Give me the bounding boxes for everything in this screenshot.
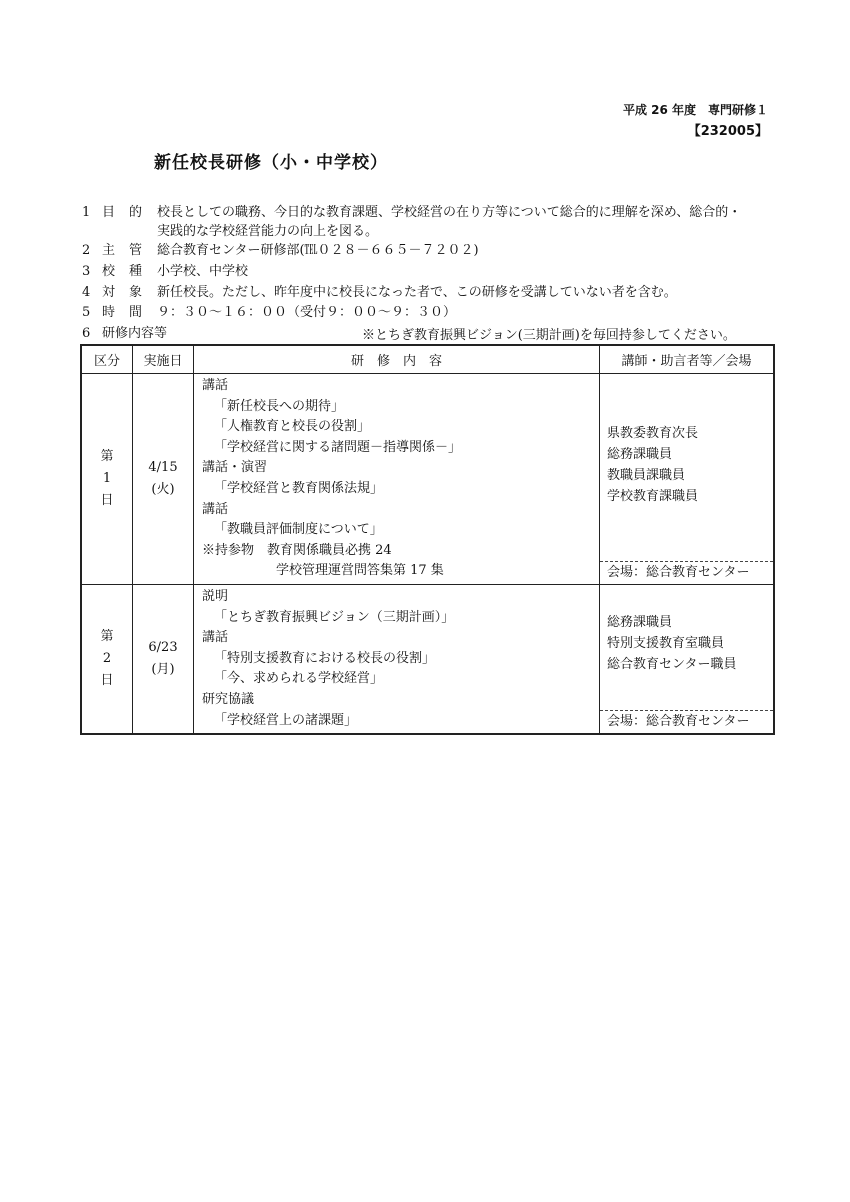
day-label: 第 1 日 [81, 374, 133, 585]
header-kubun: 区分 [81, 345, 133, 374]
content-line: 「とちぎ教育振興ビジョン（三期計画）」 [214, 609, 455, 625]
bring-notice: ※とちぎ教育振興ビジョン(三期計画)を毎回持参してください。 [362, 328, 736, 343]
content-line: 学校管理運営問答集第 17 集 [276, 563, 444, 579]
venue-label: 会場：総合教育センター [600, 561, 773, 584]
item-value: 小学校、中学校 [157, 264, 249, 279]
table-row-day1 [81, 374, 774, 585]
content-line: 研究協議 [202, 691, 255, 707]
lecturer-cell [600, 374, 775, 585]
item-label: 対 象 [102, 285, 142, 300]
item-number: 2 [82, 243, 91, 258]
content-line: 講話 [202, 378, 229, 393]
header-lecturer: 講師・助言者等／会場 [600, 345, 775, 374]
item-number: 4 [82, 285, 91, 300]
table-header-row [81, 345, 774, 374]
item-label: 校 種 [102, 264, 142, 279]
day-label: 第 2 日 [81, 584, 133, 734]
content-line: 「特別支援教育における校長の役割」 [214, 650, 436, 666]
lecturer-item: 特別支援教育室職員 [607, 635, 725, 651]
course-code: 【232005】 [687, 124, 768, 139]
item-number: 5 [82, 305, 91, 320]
header-date: 実施日 [133, 345, 194, 374]
year-course-label: 平成 26 年度 専門研修１ [622, 103, 768, 117]
lecturer-item: 総務課職員 [607, 447, 673, 462]
item-value: ９：３０～１６：００（受付９：００～９：３０） [157, 305, 457, 320]
content-line: 講話 [202, 630, 229, 646]
header-content: 研 修 内 容 [194, 345, 600, 374]
venue-label: 会場：総合教育センター [600, 710, 773, 733]
content-line: 「学校経営に関する諸問題－指導関係－」 [214, 439, 462, 455]
item-value: 実践的な学校経営能力の向上を図る。 [157, 224, 379, 239]
lecturer-cell [600, 584, 775, 734]
item-label: 主 管 [102, 243, 142, 258]
lecturer-item: 総合教育センター職員 [607, 656, 737, 672]
item-value: 校長としての職務、今日的な教育課題、学校経営の在り方等について総合的に理解を深め、総合的・ [157, 205, 742, 220]
item-number: 1 [82, 205, 91, 220]
content-line: 「教職員評価制度について」 [214, 522, 383, 538]
item-label: 研修内容等 [102, 326, 168, 341]
content-line: 講話 [202, 501, 229, 517]
content-line: 「学校経営と教育関係法規」 [214, 480, 384, 496]
content-line: 講話・演習 [202, 460, 268, 476]
item-value: 新任校長。ただし、昨年度中に校長になった者で、この研修を受講していない者を含む。 [157, 285, 677, 300]
lecturer-item: 学校教育課職員 [607, 489, 699, 504]
date-cell: 6/23 (月) [133, 584, 194, 734]
lecturer-item: 教職員課職員 [607, 468, 686, 483]
content-line: 「今、求められる学校経営」 [214, 671, 384, 687]
content-cell [194, 584, 600, 734]
item-label: 目 的 [102, 205, 142, 220]
content-line: 説明 [202, 588, 229, 604]
page-title: 新任校長研修（小・中学校） [154, 153, 388, 173]
content-cell [194, 374, 600, 585]
lecturer-item: 総務課職員 [607, 614, 673, 630]
item-value: 総合教育センター研修部(℡０２８－６６５－７２０２) [157, 243, 479, 258]
content-line: 「人権教育と校長の役割」 [214, 419, 371, 435]
item-number: 3 [82, 264, 91, 279]
lecturer-item: 県教委教育次長 [607, 426, 699, 441]
date-cell: 4/15 (火) [133, 374, 194, 585]
content-line: ※持参物 教育関係職員必携 24 [202, 542, 392, 558]
schedule-table [80, 344, 775, 735]
table-row-day2 [81, 584, 774, 734]
item-label: 時 間 [102, 305, 142, 320]
item-number: 6 [82, 326, 91, 341]
content-line: 「学校経営上の諸課題」 [214, 712, 358, 728]
content-line: 「新任校長への期待」 [214, 398, 345, 414]
